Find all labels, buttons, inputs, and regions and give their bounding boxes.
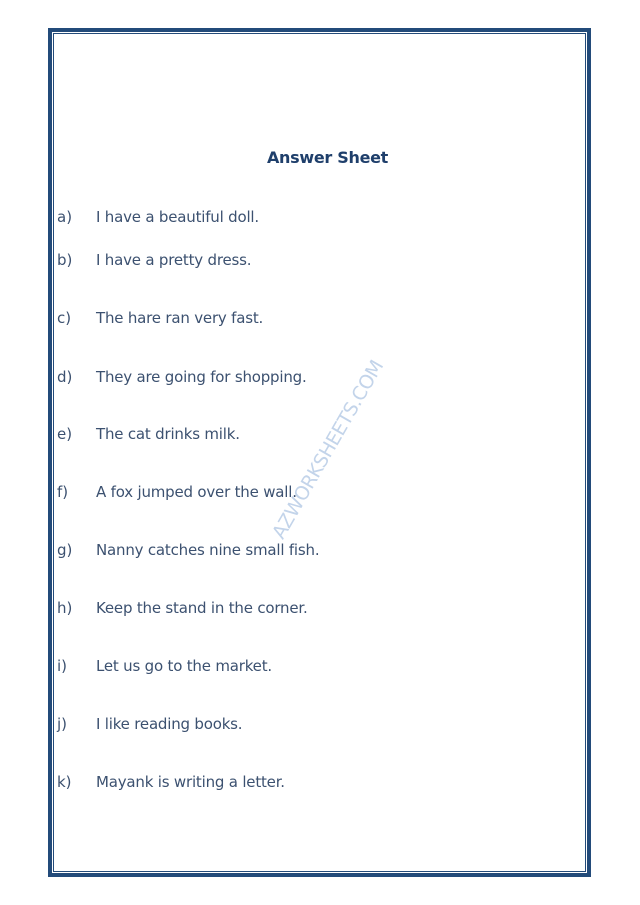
answer-letter: h) xyxy=(57,599,73,617)
answer-item-h xyxy=(0,597,600,619)
answer-item-g xyxy=(0,539,600,561)
answer-letter: f) xyxy=(57,483,69,501)
answer-letter: i) xyxy=(57,657,68,675)
answer-letter: b) xyxy=(57,251,73,269)
answer-text: I like reading books. xyxy=(96,715,243,733)
answer-letter: j) xyxy=(57,715,68,733)
answer-text: Keep the stand in the corner. xyxy=(96,599,308,617)
answer-letter: e) xyxy=(57,425,73,443)
answer-item-f xyxy=(0,481,600,503)
answer-text: Let us go to the market. xyxy=(96,657,272,675)
answer-item-k xyxy=(0,771,600,793)
answer-item-i xyxy=(0,655,600,677)
answer-text: They are going for shopping. xyxy=(96,368,307,386)
answer-item-b xyxy=(0,249,600,271)
answer-item-d xyxy=(0,366,600,388)
answer-letter: g) xyxy=(57,541,73,559)
answer-text: Nanny catches nine small fish. xyxy=(96,541,320,559)
watermark: AZWORKSHEETS.COM xyxy=(267,356,389,543)
answer-letter: k) xyxy=(57,773,72,791)
page-title: Answer Sheet xyxy=(266,148,389,167)
answer-letter: a) xyxy=(57,208,73,226)
answer-text: I have a beautiful doll. xyxy=(96,208,259,226)
answer-text: Mayank is writing a letter. xyxy=(96,773,285,791)
answer-text: The cat drinks milk. xyxy=(96,425,240,443)
answer-text: I have a pretty dress. xyxy=(96,251,252,269)
answer-text: A fox jumped over the wall. xyxy=(96,483,297,501)
answer-letter: c) xyxy=(57,309,72,327)
answer-item-e xyxy=(0,423,600,445)
answer-item-a xyxy=(0,206,600,228)
answer-text: The hare ran very fast. xyxy=(96,309,264,327)
answer-item-c xyxy=(0,307,600,329)
answer-item-j xyxy=(0,713,600,735)
answer-letter: d) xyxy=(57,368,73,386)
